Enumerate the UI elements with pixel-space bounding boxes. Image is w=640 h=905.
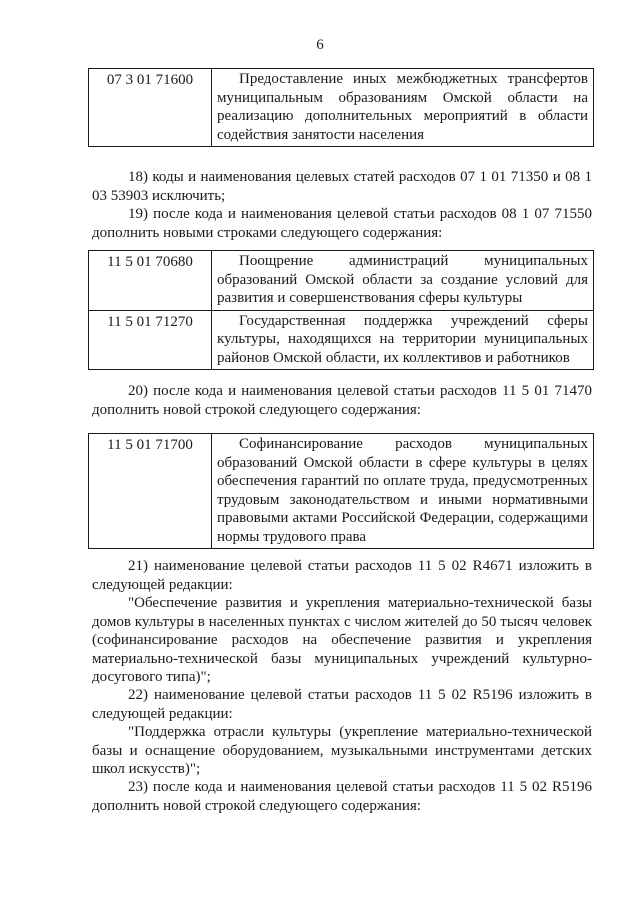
page-number: 6 bbox=[316, 37, 324, 53]
table-row bbox=[89, 69, 594, 147]
article-name: Предоставление иных межбюджетных трансфертов муниципальным образованиям Омской области на реализацию дополнительных мероприятий в области содействия занятости населения bbox=[212, 69, 594, 147]
paragraph-21-quote: "Обеспечение развития и укрепления материально-технической базы домов культуры в населенных пунктах с числом жителей до 50 тысяч человек (софинансирование расходов на обеспечение развития и укрепления материально-технической базы муниципальных учреждений культурно-досугового типа)"; bbox=[92, 595, 592, 685]
paragraph-19: 19) после кода и наименования целевой статьи расходов 08 1 07 71550 дополнить новыми строками следующего содержания: bbox=[92, 206, 592, 241]
article-name: Софинансирование расходов муниципальных образований Омской области в сфере культуры в целях обеспечения гарантий по оплате труда, предусмотренных трудовым законодательством и иными нормативными правовыми актами Российской Федерации, содержащими нормы трудового права bbox=[212, 434, 594, 549]
paragraph-22-quote: "Поддержка отрасли культуры (укрепление материально-технической базы и оснащение оборудованием, музыкальными инструментами детских школ искусств)"; bbox=[92, 724, 592, 777]
table-row bbox=[89, 310, 594, 370]
article-code: 11 5 01 70680 bbox=[89, 251, 212, 311]
paragraph-21: 21) наименование целевой статьи расходов 11 5 02 R4671 изложить в следующей редакции: bbox=[92, 558, 592, 593]
article-name: Государственная поддержка учреждений сферы культуры, находящихся на территории муниципальных районов Омской области, их коллективов и работников bbox=[212, 310, 594, 370]
table-row bbox=[89, 434, 594, 549]
article-code: 11 5 01 71700 bbox=[89, 434, 212, 549]
paragraph-23: 23) после кода и наименования целевой статьи расходов 11 5 02 R5196 дополнить новой строкой следующего содержания: bbox=[92, 779, 592, 814]
article-name: Поощрение администраций муниципальных образований Омской области за создание условий для развития и совершенствования сферы культуры bbox=[212, 251, 594, 311]
paragraph-18: 18) коды и наименования целевых статей расходов 07 1 01 71350 и 08 1 03 53903 исключить; bbox=[92, 169, 592, 204]
paragraph-22: 22) наименование целевой статьи расходов 11 5 02 R5196 изложить в следующей редакции: bbox=[92, 687, 592, 722]
table-target-articles-2 bbox=[88, 250, 594, 370]
table-target-articles-3 bbox=[88, 433, 594, 549]
article-code: 07 3 01 71600 bbox=[89, 69, 212, 147]
paragraph-20: 20) после кода и наименования целевой статьи расходов 11 5 01 71470 дополнить новой строкой следующего содержания: bbox=[92, 383, 592, 418]
table-row bbox=[89, 251, 594, 311]
table-target-articles-1 bbox=[88, 68, 594, 147]
article-code: 11 5 01 71270 bbox=[89, 310, 212, 370]
